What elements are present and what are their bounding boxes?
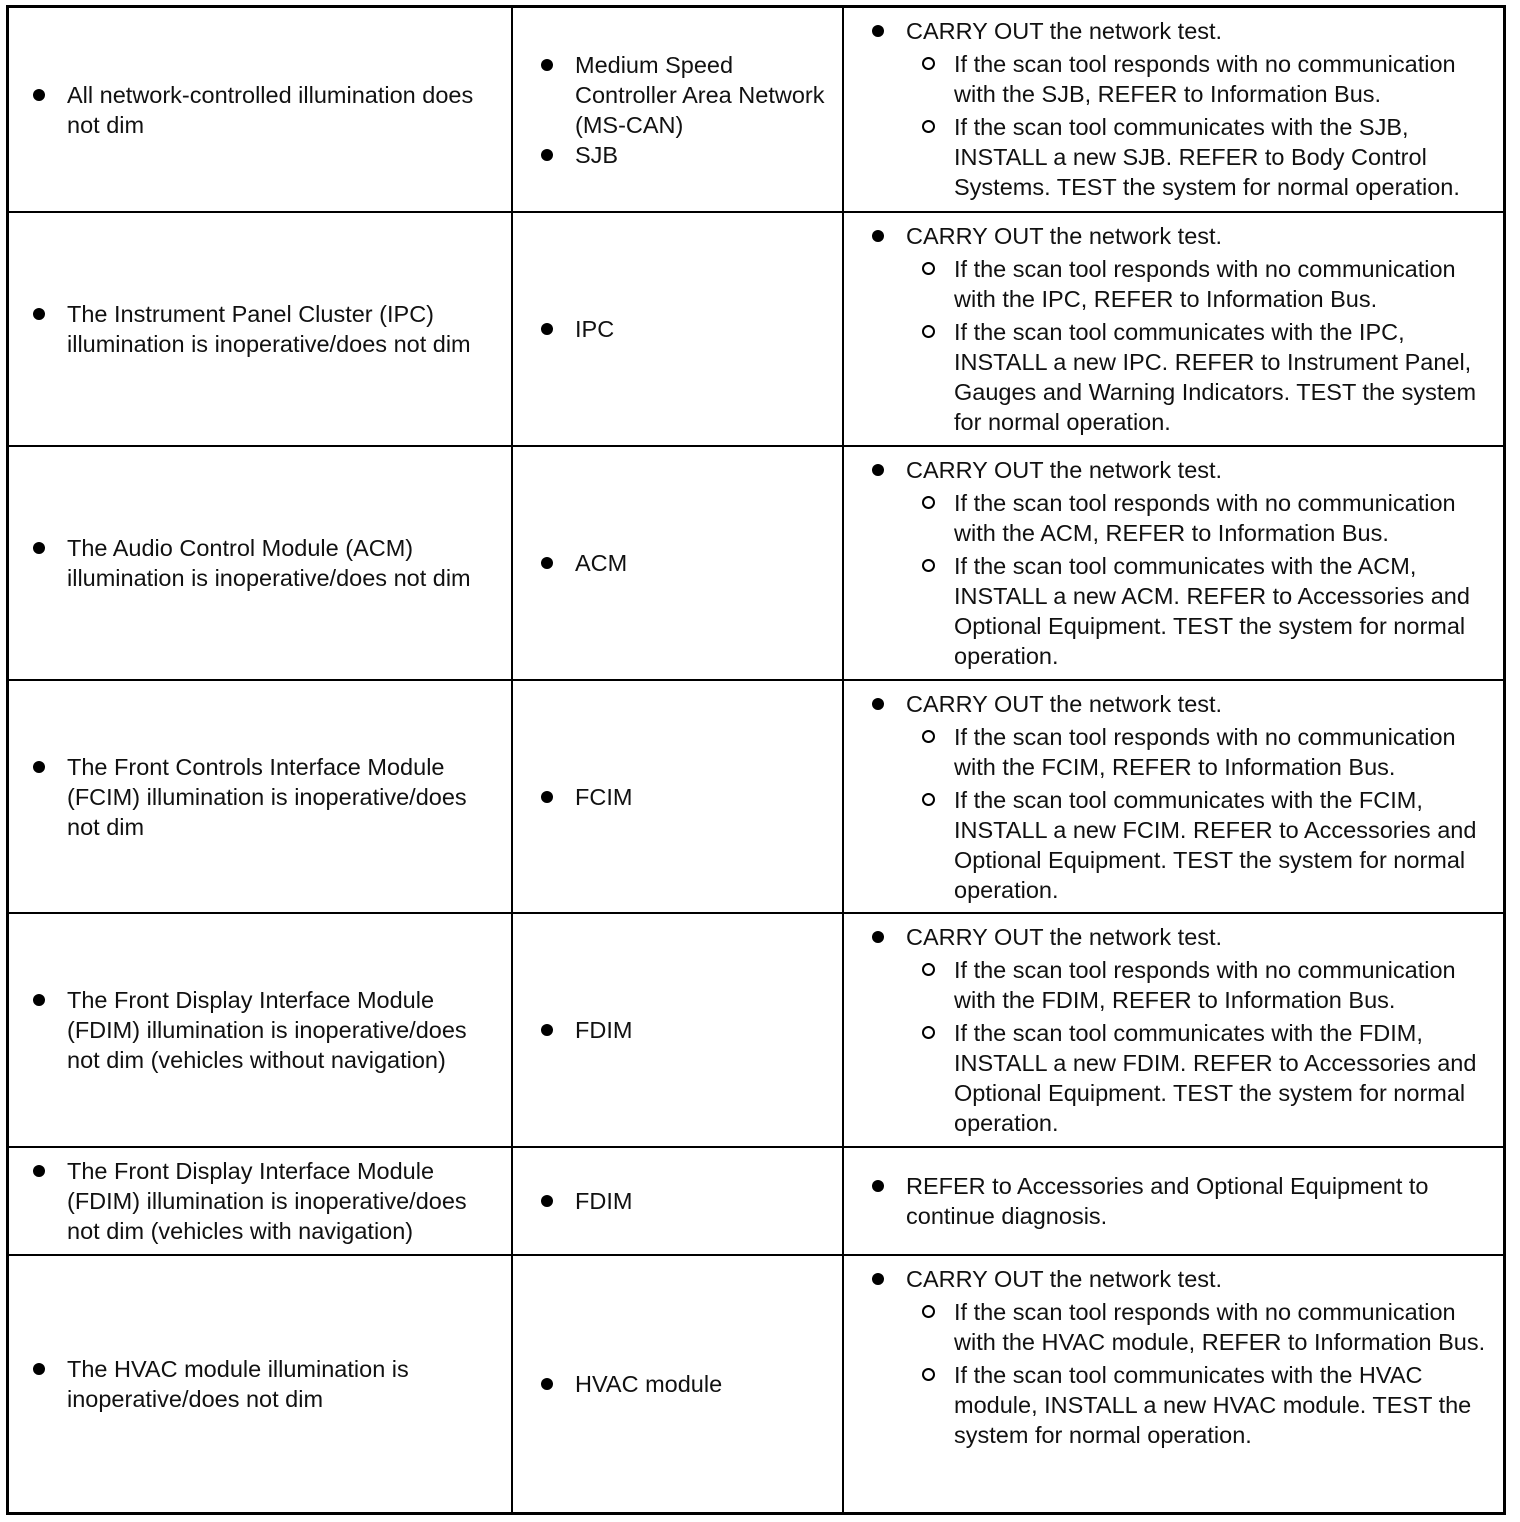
action-cell: [844, 681, 1503, 912]
condition-text: All network-controlled illumination does not dim: [67, 81, 474, 138]
condition-cell: [9, 8, 513, 211]
circle-bullet-icon: [922, 793, 935, 806]
circle-bullet-icon: [922, 120, 935, 133]
condition-cell: [9, 1148, 513, 1254]
action-sub-text: If the scan tool communicates with the HVAC module, INSTALL a new HVAC module. TEST the system for normal operation.: [954, 1362, 1472, 1448]
action-main-text: CARRY OUT the network test.: [906, 691, 1223, 717]
bullet-icon: [872, 1180, 884, 1192]
action-bullet: [870, 689, 1497, 719]
bullet-icon: [541, 557, 553, 569]
action-cell: [844, 914, 1503, 1146]
table-row: [9, 1146, 1503, 1254]
source-cell: [513, 8, 844, 211]
source-bullet: [539, 782, 832, 812]
action-bullet: [870, 922, 1497, 952]
bullet-icon: [541, 1024, 553, 1036]
circle-bullet-icon: [922, 1026, 935, 1039]
source-text: HVAC module: [575, 1371, 723, 1397]
condition-cell: [9, 914, 513, 1146]
action-sub-bullet: [920, 1297, 1497, 1357]
bullet-icon: [541, 791, 553, 803]
bullet-icon: [33, 994, 45, 1006]
bullet-icon: [33, 1363, 45, 1375]
condition-bullet: [31, 533, 499, 593]
action-cell: [844, 213, 1503, 445]
circle-bullet-icon: [922, 730, 935, 743]
circle-bullet-icon: [922, 1305, 935, 1318]
condition-text: The Audio Control Module (ACM) illumination is inoperative/does not dim: [67, 535, 471, 591]
table-row: [9, 445, 1503, 679]
source-text: SJB: [575, 141, 619, 168]
condition-bullet: [31, 80, 499, 140]
diagnostic-table: [6, 5, 1506, 1515]
condition-cell: [9, 213, 513, 445]
bullet-icon: [33, 89, 45, 101]
action-sub-bullet: [920, 49, 1497, 109]
action-sub-text: If the scan tool responds with no communication with the SJB, REFER to Information Bus.: [954, 51, 1456, 107]
condition-bullet: [31, 1354, 499, 1414]
condition-cell: [9, 681, 513, 912]
action-bullet: [870, 1264, 1497, 1294]
action-sub-bullet: [920, 722, 1497, 782]
source-bullet: [539, 1015, 832, 1045]
bullet-icon: [872, 1273, 884, 1285]
circle-bullet-icon: [922, 262, 935, 275]
action-cell: [844, 447, 1503, 679]
table-row: [9, 679, 1503, 912]
bullet-icon: [33, 308, 45, 320]
action-sub-bullet: [920, 955, 1497, 1015]
action-sub-text: If the scan tool communicates with the SJB, INSTALL a new SJB. REFER to Body Control Systems. TEST the system for normal operation.: [954, 114, 1460, 200]
bullet-icon: [33, 542, 45, 554]
table-row: [9, 1254, 1503, 1512]
action-main-text: CARRY OUT the network test.: [906, 1266, 1223, 1292]
condition-text: The Front Controls Interface Module (FCIM) illumination is inoperative/does not dim: [67, 753, 467, 840]
action-sub-bullet: [920, 112, 1497, 202]
condition-text: The HVAC module illumination is inoperative/does not dim: [67, 1356, 409, 1412]
action-sub-text: If the scan tool responds with no communication with the FCIM, REFER to Information Bus.: [954, 724, 1456, 780]
source-bullet: [539, 50, 832, 140]
bullet-icon: [541, 1378, 553, 1390]
source-text: FDIM: [575, 1188, 633, 1214]
condition-bullet: [31, 752, 499, 842]
bullet-icon: [872, 464, 884, 476]
action-main-text: CARRY OUT the network test.: [906, 924, 1223, 950]
action-main-text: CARRY OUT the network test.: [906, 457, 1223, 483]
action-sub-text: If the scan tool communicates with the ACM, INSTALL a new ACM. REFER to Accessories and Optional Equipment. TEST the system for normal operation.: [954, 553, 1470, 669]
bullet-icon: [33, 761, 45, 773]
source-bullet: [539, 140, 832, 170]
source-bullet: [539, 1369, 832, 1399]
circle-bullet-icon: [922, 1368, 935, 1381]
action-sub-text: If the scan tool responds with no communication with the ACM, REFER to Information Bus.: [954, 490, 1456, 546]
source-cell: [513, 1148, 844, 1254]
action-sub-text: If the scan tool communicates with the FDIM, INSTALL a new FDIM. REFER to Accessories and Optional Equipment. TEST the system for normal operation.: [954, 1020, 1477, 1136]
condition-bullet: [31, 1156, 499, 1246]
source-text: Medium Speed Controller Area Network (MS-CAN): [575, 51, 825, 138]
action-sub-bullet: [920, 785, 1497, 905]
action-main-text: CARRY OUT the network test.: [906, 18, 1223, 44]
source-cell: [513, 1256, 844, 1512]
source-text: IPC: [575, 316, 615, 342]
bullet-icon: [541, 1195, 553, 1207]
action-sub-text: If the scan tool communicates with the FCIM, INSTALL a new FCIM. REFER to Accessories and Optional Equipment. TEST the system for normal operation.: [954, 787, 1477, 903]
action-sub-bullet: [920, 1360, 1497, 1450]
action-sub-bullet: [920, 317, 1497, 437]
bullet-icon: [541, 323, 553, 335]
source-text: FCIM: [575, 783, 633, 810]
action-main-text: REFER to Accessories and Optional Equipment to continue diagnosis.: [906, 1173, 1429, 1229]
table-row: [9, 211, 1503, 445]
action-cell: [844, 1148, 1503, 1254]
action-sub-text: If the scan tool responds with no communication with the HVAC module, REFER to Information Bus.: [954, 1299, 1486, 1355]
action-sub-text: If the scan tool responds with no communication with the FDIM, REFER to Information Bus.: [954, 957, 1456, 1013]
action-sub-text: If the scan tool communicates with the IPC, INSTALL a new IPC. REFER to Instrument Panel, Gauges and Warning Indicators. TEST the system for normal operation.: [954, 319, 1477, 435]
condition-bullet: [31, 299, 499, 359]
action-bullet: [870, 16, 1497, 46]
action-cell: [844, 1256, 1503, 1512]
source-text: FDIM: [575, 1017, 633, 1043]
action-bullet: [870, 221, 1497, 251]
action-main-text: CARRY OUT the network test.: [906, 223, 1223, 249]
action-sub-bullet: [920, 488, 1497, 548]
action-cell: [844, 8, 1503, 211]
action-sub-bullet: [920, 254, 1497, 314]
condition-text: The Front Display Interface Module (FDIM) illumination is inoperative/does not dim (vehicles without navigation): [67, 987, 467, 1073]
action-sub-bullet: [920, 551, 1497, 671]
source-text: ACM: [575, 550, 628, 576]
action-bullet: [870, 1171, 1497, 1231]
source-bullet: [539, 1186, 832, 1216]
bullet-icon: [872, 698, 884, 710]
source-bullet: [539, 314, 832, 344]
bullet-icon: [33, 1165, 45, 1177]
bullet-icon: [872, 230, 884, 242]
condition-bullet: [31, 985, 499, 1075]
bullet-icon: [872, 931, 884, 943]
circle-bullet-icon: [922, 559, 935, 572]
bullet-icon: [541, 149, 553, 161]
circle-bullet-icon: [922, 57, 935, 70]
action-sub-bullet: [920, 1018, 1497, 1138]
bullet-icon: [541, 59, 553, 71]
action-sub-text: If the scan tool responds with no communication with the IPC, REFER to Information Bus.: [954, 256, 1456, 312]
table-row: [9, 912, 1503, 1146]
circle-bullet-icon: [922, 325, 935, 338]
source-cell: [513, 681, 844, 912]
source-cell: [513, 914, 844, 1146]
action-bullet: [870, 455, 1497, 485]
source-bullet: [539, 548, 832, 578]
bullet-icon: [872, 25, 884, 37]
condition-text: The Instrument Panel Cluster (IPC) illumination is inoperative/does not dim: [67, 301, 471, 357]
circle-bullet-icon: [922, 496, 935, 509]
source-cell: [513, 447, 844, 679]
condition-cell: [9, 1256, 513, 1512]
table-row: [9, 8, 1503, 211]
condition-text: The Front Display Interface Module (FDIM) illumination is inoperative/does not dim (vehicles with navigation): [67, 1158, 467, 1244]
circle-bullet-icon: [922, 963, 935, 976]
source-cell: [513, 213, 844, 445]
condition-cell: [9, 447, 513, 679]
